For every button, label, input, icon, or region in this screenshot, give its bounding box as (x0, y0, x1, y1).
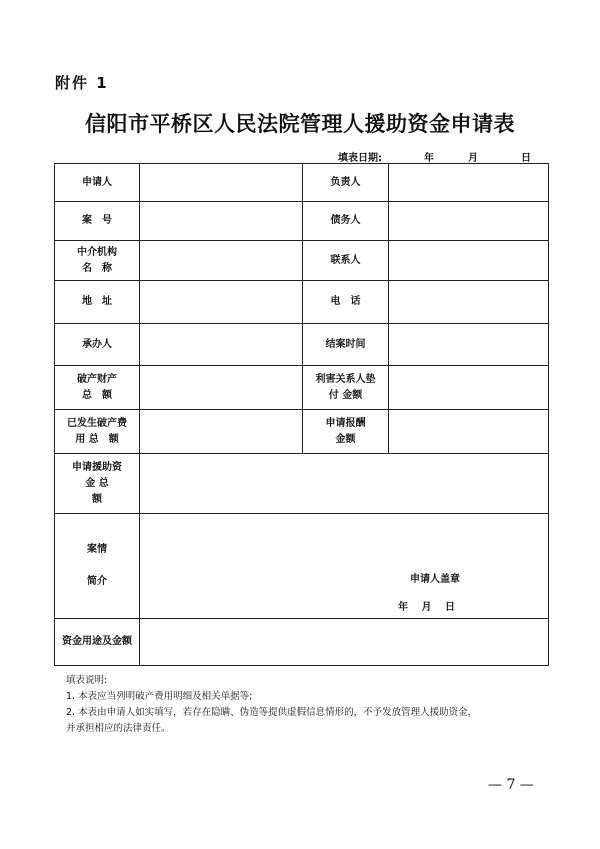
handler-value[interactable] (140, 324, 303, 366)
form-row (55, 619, 549, 666)
page-number: — 7 — (488, 777, 534, 793)
form-title: 信阳市平桥区人民法院管理人援助资金申请表 (85, 111, 515, 136)
form-row (55, 366, 549, 410)
agency-name-label: 中介机构 名 称 (55, 241, 140, 281)
person-in-charge-label: 负责人 (303, 164, 389, 202)
case-summary-label: 案情 简介 (55, 514, 140, 619)
phone-label: 电 话 (303, 281, 389, 324)
form-row (55, 202, 549, 241)
instruction-item: 2. 本表由申请人如实填写，若存在隐瞒、伪造等提供虚假信息情形的，不予发放管理人援助资金， (66, 707, 478, 719)
debtor-label: 债务人 (303, 202, 389, 241)
fill-date-label: 填表日期: (338, 153, 382, 164)
address-value[interactable] (140, 281, 303, 324)
case-summary-value[interactable] (140, 514, 549, 619)
filling-instructions (66, 673, 556, 738)
applicant-label: 申请人 (55, 164, 140, 202)
form-row (55, 241, 549, 281)
applicant-seal-label: 申请人盖章 (410, 574, 460, 585)
bankruptcy-assets-value[interactable] (140, 366, 303, 410)
advance-payment-label: 利害关系人垫 付 金额 (303, 366, 389, 410)
fund-usage-label: 资金用途及金额 (55, 619, 140, 666)
form-row (55, 454, 549, 514)
total-aid-value[interactable] (140, 454, 549, 514)
bankruptcy-assets-label: 破产财产 总 额 (55, 366, 140, 410)
attachment-label: 附件 1 (55, 74, 109, 92)
closing-time-value[interactable] (389, 324, 549, 366)
fill-date-year: 年 (424, 153, 434, 164)
requested-fee-value[interactable] (389, 410, 549, 454)
form-row (55, 281, 549, 324)
advance-payment-value[interactable] (389, 366, 549, 410)
handler-label: 承办人 (55, 324, 140, 366)
agency-name-value[interactable] (140, 241, 303, 281)
form-row (55, 324, 549, 366)
contact-value[interactable] (389, 241, 549, 281)
seal-date: 年 月 日 (398, 602, 455, 613)
fund-usage-value[interactable] (140, 619, 549, 666)
instructions-title: 填表说明: (66, 675, 108, 686)
form-row (55, 410, 549, 454)
applicant-value[interactable] (140, 164, 303, 202)
fill-date-day: 日 (521, 153, 531, 164)
instruction-item: 并承担相应的法律责任。 (66, 723, 171, 735)
form-row (55, 164, 549, 202)
debtor-value[interactable] (389, 202, 549, 241)
incurred-costs-label: 已发生破产费 用 总 额 (55, 410, 140, 454)
requested-fee-label: 申请报酬 金额 (303, 410, 389, 454)
closing-time-label: 结案时间 (303, 324, 389, 366)
address-label: 地 址 (55, 281, 140, 324)
person-in-charge-value[interactable] (389, 164, 549, 202)
instruction-item: 1. 本表应当列明破产费用明细及相关单据等; (66, 691, 253, 703)
incurred-costs-value[interactable] (140, 410, 303, 454)
application-form-table (54, 163, 549, 666)
case-number-label: 案 号 (55, 202, 140, 241)
total-aid-label: 申请援助资 金 总 额 (55, 454, 140, 514)
contact-label: 联系人 (303, 241, 389, 281)
fill-date-month: 月 (468, 153, 478, 164)
phone-value[interactable] (389, 281, 549, 324)
case-number-value[interactable] (140, 202, 303, 241)
form-row (55, 514, 549, 619)
